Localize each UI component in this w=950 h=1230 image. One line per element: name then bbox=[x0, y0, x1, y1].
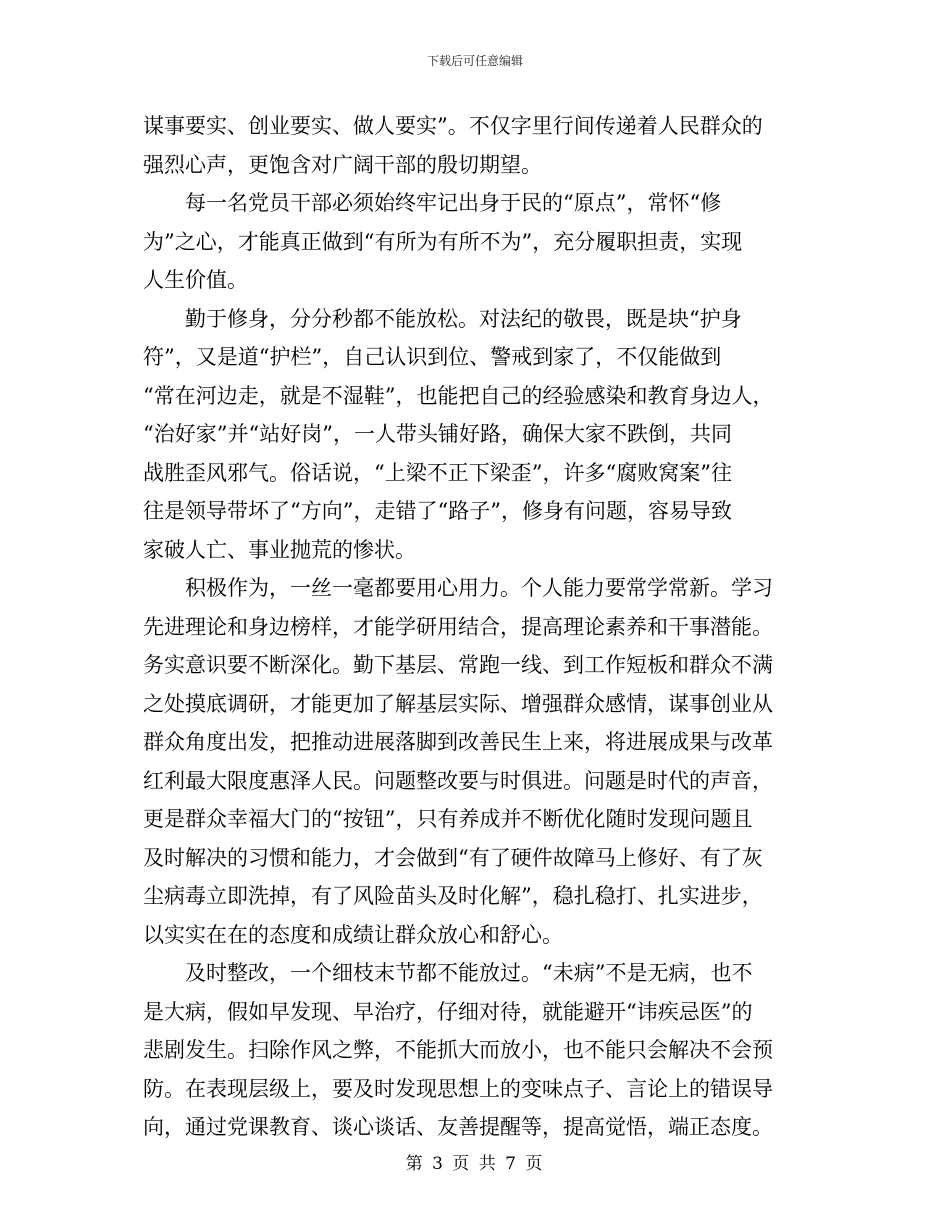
document-body bbox=[143, 107, 803, 1147]
paragraph-first-line: 每一名党员干部必须始终牢记出身于民的“原点”，常怀“修 bbox=[185, 191, 722, 215]
paragraph-first-line: 勤于修身，分分秒都不能放松。对法纪的敬畏，既是块“护身 bbox=[185, 306, 742, 331]
page-header: 下载后可任意编辑 bbox=[426, 54, 523, 68]
text-line: 强烈心声，更饱含对广阔干部的殷切期望。 bbox=[143, 152, 542, 177]
paragraph-first-line: 积极作为，一丝一毫都要用心用力。个人能力要常学常新。学习 bbox=[185, 576, 773, 600]
text-line: 悲剧发生。扫除作风之弊，不能抓大而放小，也不能只会解决不会预 bbox=[143, 1038, 773, 1062]
text-line: “治好家”并“站好岗”，一人带头铺好路，确保大家不跌倒，共同 bbox=[143, 422, 732, 446]
text-line: 人生价值。 bbox=[143, 268, 248, 292]
text-line: 向，通过党课教育、谈心谈话、友善提醒等，提高觉悟，端正态度。 bbox=[143, 1115, 773, 1139]
paragraph-first-line: 及时整改，一个细枝末节都不能放过。“未病”不是无病，也不 bbox=[185, 961, 753, 985]
text-line: 以实实在在的态度和成绩让群众放心和舒心。 bbox=[143, 922, 563, 947]
text-line: 往是领导带坏了“方向”，走错了“路子”，修身有问题，容易导致 bbox=[143, 499, 732, 523]
text-line: “常在河边走，就是不湿鞋”，也能把自己的经验感染和教育身边人， bbox=[143, 383, 774, 408]
text-line: 尘病毒立即洗掉，有了风险苗头及时化解”，稳扎稳打、扎实进步， bbox=[143, 884, 763, 908]
text-line: 符”，又是道“护栏”，自己认识到位、警戒到家了，不仅能做到 bbox=[143, 345, 722, 369]
text-line: 家破人亡、事业抛荒的惨状。 bbox=[143, 537, 416, 562]
text-line: 之处摸底调研，才能更加了解基层实际、增强群众感情，谋事创业从 bbox=[143, 691, 773, 716]
text-line: 先进理论和身边榜样，才能学研用结合，提高理论素养和干事潜能。 bbox=[143, 614, 773, 639]
text-line: 更是群众幸福大门的“按钮”，只有养成并不断优化随时发现问题且 bbox=[143, 807, 753, 831]
text-line: 群众角度出发，把推动进展落脚到改善民生上来，将进展成果与改革 bbox=[143, 730, 773, 754]
page-footer: 第 3 页 共 7 页 bbox=[405, 1154, 545, 1174]
text-line: 是大病，假如早发现、早治疗，仔细对待，就能避开“讳疾忌医”的 bbox=[143, 999, 753, 1024]
text-line: 为”之心，才能真正做到“有所为有所不为”，充分履职担责，实现 bbox=[143, 229, 743, 254]
text-line: 红利最大限度惠泽人民。问题整改要与时俱进。问题是时代的声音， bbox=[143, 768, 773, 793]
text-line: 及时解决的习惯和能力，才会做到“有了硬件故障马上修好、有了灰 bbox=[143, 845, 763, 870]
text-line: 务实意识要不断深化。勤下基层、常跑一线、到工作短板和群众不满 bbox=[143, 653, 773, 677]
text-line: 防。在表现层级上，要及时发现思想上的变味点子、言论上的错误导 bbox=[143, 1076, 773, 1101]
text-line: 谋事要实、创业要实、做人要实”。不仅字里行间传递着人民群众的 bbox=[143, 114, 763, 138]
text-line: 战胜歪风邪气。俗话说，“上梁不正下梁歪”，许多“腐败窝案”往 bbox=[143, 460, 732, 485]
